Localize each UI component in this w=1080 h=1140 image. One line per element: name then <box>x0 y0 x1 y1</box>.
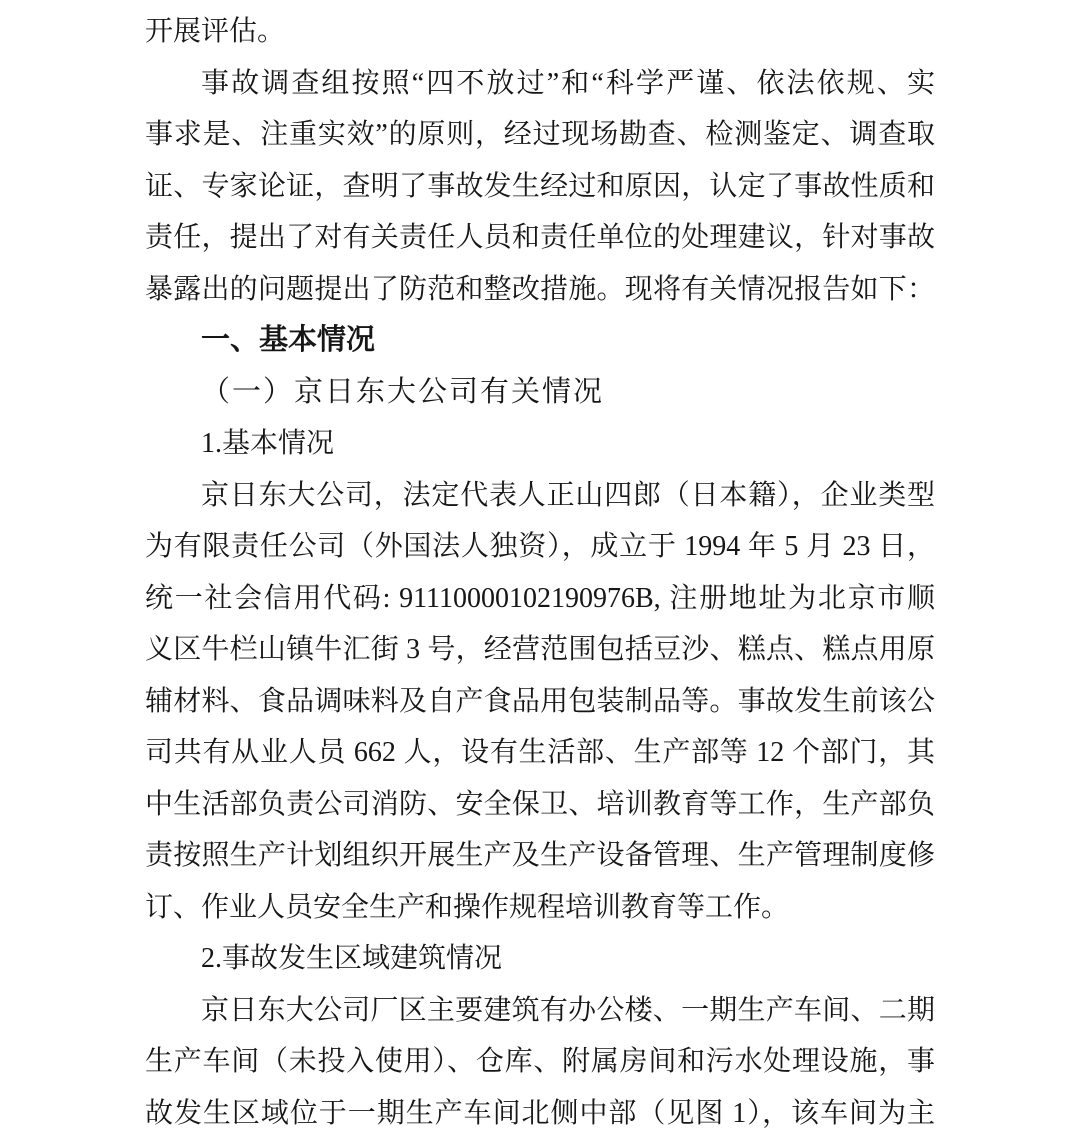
body-line: 中生活部负责公司消防、安全保卫、培训教育等工作，生产部负 <box>145 788 935 820</box>
section-heading: 一、基本情况 <box>201 324 376 356</box>
body-line: 统一社会信用代码: 91110000102190976B, 注册地址为北京市顺 <box>145 582 935 614</box>
body-line: 暴露出的问题提出了防范和整改措施。现将有关情况报告如下： <box>145 273 935 305</box>
body-line: 事求是、注重实效”的原则，经过现场勘查、检测鉴定、调查取 <box>145 119 935 150</box>
body-line: 责任，提出了对有关责任人员和责任单位的处理建议，针对事故 <box>145 222 935 253</box>
body-line: 生产车间（未投入使用）、仓库、附属房间和污水处理设施，事 <box>145 1046 935 1077</box>
body-line: 辅材料、食品调味料及自产食品用包装制品等。事故发生前该公 <box>145 685 935 717</box>
body-line: 京日东大公司，法定代表人正山四郎（日本籍），企业类型 <box>201 479 935 511</box>
body-line: 证、专家论证，查明了事故发生经过和原因，认定了事故性质和 <box>145 170 935 202</box>
body-line: 责按照生产计划组织开展生产及生产设备管理、生产管理制度修 <box>145 840 935 871</box>
body-line: 义区牛栏山镇牛汇街 3 号，经营范围包括豆沙、糕点、糕点用原 <box>145 634 935 665</box>
body-line: 为有限责任公司（外国法人独资），成立于 1994 年 5 月 23 日， <box>145 531 935 562</box>
body-line: 事故调查组按照“四不放过”和“科学严谨、依法依规、实 <box>201 67 935 99</box>
body-line: 开展评估。 <box>145 16 286 47</box>
body-line: 订、作业人员安全生产和操作规程培训教育等工作。 <box>145 891 790 923</box>
numbered-heading: 2.事故发生区域建筑情况 <box>201 943 503 974</box>
body-line: 京日东大公司厂区主要建筑有办公楼、一期生产车间、二期 <box>201 994 935 1026</box>
body-line: 故发生区域位于一期生产车间北侧中部（见图 1），该车间为主 <box>145 1097 935 1129</box>
body-line: 司共有从业人员 662 人，设有生活部、生产部等 12 个部门，其 <box>145 737 935 768</box>
numbered-heading: 1.基本情况 <box>201 428 335 459</box>
subsection-heading: （一）京日东大公司有关情况 <box>201 375 605 408</box>
